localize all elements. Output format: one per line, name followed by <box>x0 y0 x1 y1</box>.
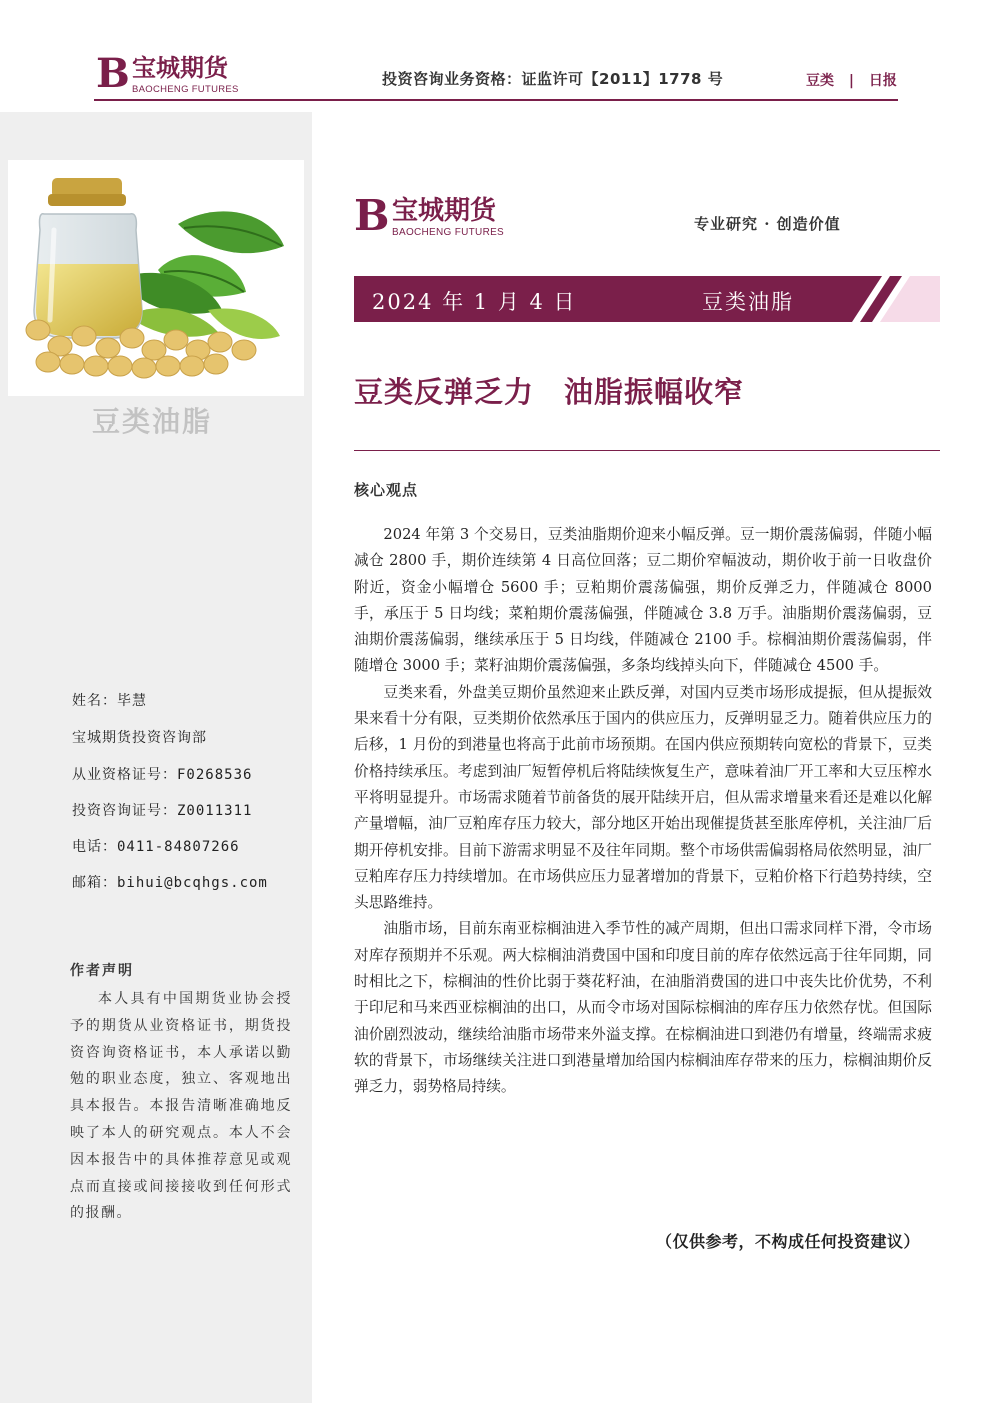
disclaimer: （仅供参考，不构成任何投资建议） <box>656 1232 921 1251</box>
headline-divider <box>354 450 940 451</box>
author-name: 姓名：毕慧 <box>72 693 147 709</box>
declaration-title: 作者声明 <box>70 963 134 979</box>
report-date: 2024 年 1 月 4 日 <box>372 290 577 314</box>
paragraph-overview: 2024 年第 3 个交易日，豆类油脂期价迎来小幅反弹。豆一期价震荡偏弱，伴随小幅减仓 2800 手，期价连续第 4 日高位回落；豆二期价窄幅波动，期价收于前一日收盘价附近，资金小幅增仓 5600 手；豆粕期价震荡偏强，期价反弹乏力，伴随减仓 8000 手，承压于 5 日均线；菜粕期价震荡偏强，伴随减仓 3.8 万手。油脂期价震荡偏弱，豆油期价震荡偏弱，继续承压于 5 日均线，伴随减仓 2100 手。棕榈油期价震荡偏弱，伴随增仓 3000 手；菜籽油期价震荡偏强，多条均线掉头向下，伴随减仓 4500 手。 <box>354 526 932 675</box>
main-logo <box>354 191 524 240</box>
header-logo-text: 宝城期货 <box>132 53 228 82</box>
main-logo-subtext: BAOCHENG FUTURES <box>392 227 505 238</box>
paragraph-oils: 油脂市场，目前东南亚棕榈油进入季节性的减产周期，但出口需求同样下滑，令市场对库存预期并不乐观。两大棕榈油消费国中国和印度目前的库存依然远高于往年同期，同时相比之下，棕榈油的性价比弱于葵花籽油，在油脂消费国的进口中丧失比价优势，不利于印尼和马来西亚棕榈油的出口，从而令市场对国际棕榈油的库存压力依然存忧。但国际油价剧烈波动，继续给油脂市场带来外溢支撑。在棕榈油进口到港仍有增量，终端需求疲软的背景下，市场继续关注进口到港量增加给国内棕榈油库存带来的压力，棕榈油期价反弹乏力，弱势格局持续。 <box>354 920 932 1096</box>
main-logo-text: 宝城期货 <box>392 196 497 226</box>
author-license: 从业资格证号：F0268536 <box>72 767 253 783</box>
report-banner <box>354 276 940 322</box>
report-headline: 豆类反弹乏力 油脂振幅收窄 <box>354 375 745 409</box>
paragraph-soybean: 豆类来看，外盘美豆期价虽然迎来止跌反弹，对国内豆类市场形成提振，但从提振效果来看十分有限，豆类期价依然承压于国内的供应压力，反弹明显乏力。随着供应压力的后移，1 月份的到港量也将高于此前市场预期。在国内供应预期转向宽松的背景下，豆类价格持续承压。考虑到油厂短暂停机后将陆续恢复生产，意味着油厂开工率和大豆压榨水平将明显提升。市场需求随着节前备货的展开陆续开启，但从需求增量来看还是难以化解产量增幅，油厂豆粕库存压力较大，部分地区开始出现催提货甚至胀库停机，关注油厂后期开停机安排。目前下游需求明显不及往年同期。整个市场供需偏弱格局依然明显，油厂豆粕库存压力持续增加。在市场供应压力显著增加的背景下，豆粕价格下行趋势持续，空头思路维持。 <box>354 683 932 912</box>
header-divider <box>94 99 898 101</box>
sidebar-photo <box>8 160 304 396</box>
header-tag-category: 豆类 <box>806 73 834 89</box>
header-tags <box>806 70 897 90</box>
sidebar-title: 豆类油脂 <box>92 405 213 438</box>
section-title: 核心观点 <box>354 481 419 499</box>
author-email[interactable]: 邮箱：bihui@bcqhgs.com <box>72 875 268 891</box>
author-phone: 电话：0411-84807266 <box>72 839 240 855</box>
report-category: 豆类油脂 <box>702 290 794 314</box>
logo-mark-icon: B <box>96 50 130 97</box>
author-advisory-license: 投资咨询证号：Z0011311 <box>72 803 253 819</box>
header-logo-subtext: BAOCHENG FUTURES <box>132 84 239 95</box>
soybean-oil-illustration <box>8 160 304 396</box>
header-tag-separator: | <box>848 73 854 89</box>
header-tag-type: 日报 <box>868 73 897 89</box>
author-department: 宝城期货投资咨询部 <box>72 730 207 746</box>
report-body <box>354 522 932 1101</box>
declaration-text: 本人具有中国期货业协会授予的期货从业资格证书，期货投资咨询资格证书，本人承诺以勤勉的职业态度，独立、客观地出具本报告。本报告清晰准确地反映了本人的研究观点。本人不会因本报告中的具体推荐意见或观点而直接或间接接收到任何形式的报酬。 <box>70 991 292 1222</box>
tagline: 专业研究 · 创造价值 <box>694 215 841 233</box>
header-credential: 投资咨询业务资格：证监许可【2011】1778 号 <box>382 70 724 88</box>
header-logo <box>96 52 256 98</box>
main-logo-mark-icon: B <box>354 191 390 240</box>
